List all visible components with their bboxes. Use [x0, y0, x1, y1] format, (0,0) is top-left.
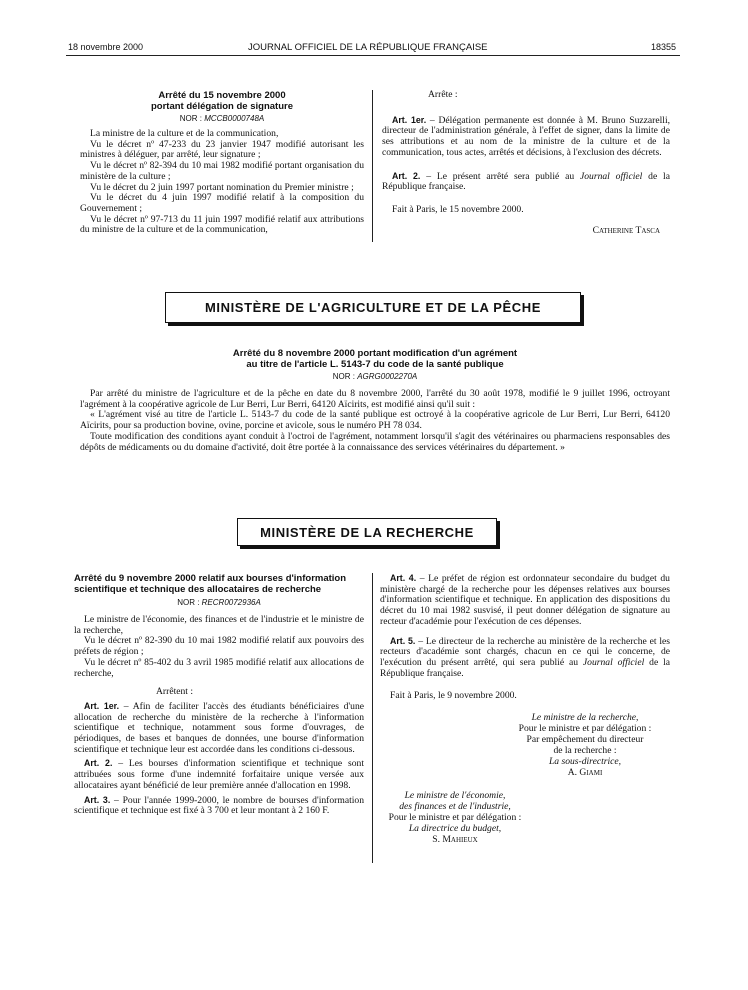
paragraph: Vu le décret du 2 juin 1997 portant nomination du Premier ministre ;	[90, 181, 354, 193]
signature-line: de la recherche :	[553, 745, 617, 757]
arrete1-visas	[80, 129, 364, 236]
paragraph: Par arrêté du ministre de l'agriculture et de la pêche en date du 8 novembre 2000, l'arrêté du 30 août 1978, modifié le 9 juillet 1996, octroyant l'agrément à la coopérative agricole de Lur Berri, Lur Berri, 64120 Aïcirits, est modifié ainsi qu'il suit :	[80, 388, 670, 410]
arretent-word: Arrêtent :	[156, 686, 194, 698]
article-text: – Délégation permanente est donnée à M. Bruno Suzzarelli, directeur de l'administration générale, à l'effet de signer, dans la limite de ses attributions et au nom de la ministre de la culture et de la communication, tous actes, arrêtés et décisions, à l'exclusion des décrets.	[382, 114, 671, 158]
nor-label: NOR :	[332, 372, 355, 381]
article-label: Art. 3.	[84, 794, 111, 805]
nor-label: NOR :	[179, 114, 202, 123]
signature-name: S. Mahieux	[432, 834, 478, 846]
article-text: – Le préfet de région est ordonnateur secondaire du budget du ministère chargé de la recherche pour les dépenses relatives aux bourses d'information scientifique et technique. En application des dispositions du décret du 10 mai 1982 susvisé, il peut donner délégation de signature au recteur d'académie pour l'exécution de ces dépenses.	[380, 573, 670, 627]
arrete1-title-line2: portant délégation de signature	[151, 101, 293, 112]
column-divider	[372, 90, 373, 242]
article-text: de la République française.	[380, 656, 670, 679]
signature-name: Catherine Tasca	[592, 224, 660, 236]
ministry-heading: MINISTÈRE DE L'AGRICULTURE ET DE LA PÊCHE	[165, 292, 581, 323]
article-label: Art. 1er.	[84, 700, 120, 711]
signature-line: La directrice du budget,	[408, 823, 502, 835]
arrete1-left	[80, 90, 364, 236]
nor-code: RECR0072936A	[201, 598, 261, 607]
arrete1-nor	[80, 114, 364, 123]
signature-block-recherche	[500, 712, 670, 778]
paragraph: Vu le décret nº 47-233 du 23 janvier 1947 modifié autorisant les ministres à déléguer, par arrêté, leur signature ;	[80, 138, 364, 161]
arrete3-visas	[74, 615, 364, 679]
paragraph: Vu le décret nº 82-394 du 10 mai 1982 modifié portant organisation du ministère de la culture ;	[80, 160, 364, 182]
article-label: Art. 2.	[84, 758, 113, 769]
signature-line: Par empêchement du directeur	[526, 734, 644, 746]
arrete3-nor	[74, 598, 364, 607]
ministry-heading: MINISTÈRE DE LA RECHERCHE	[237, 518, 497, 546]
journal-ref: Journal officiel	[580, 170, 643, 182]
article-5	[380, 636, 670, 680]
arrete3-title: Arrêté du 9 novembre 2000 relatif aux bourses d'information scientifique et technique des allocataires de recherche	[74, 573, 347, 595]
signature-line: La sous-directrice,	[548, 756, 622, 768]
article-label: Art. 5.	[390, 635, 416, 646]
article-text: – Les bourses d'information scientifique et technique sont attribuées sous forme d'une indemnité forfaitaire unique versée aux allocataires ayant bénéficié de leur première année d'allocation en 1998.	[74, 758, 364, 791]
paragraph: La ministre de la culture et de la communication,	[90, 128, 279, 139]
article-text: – Afin de faciliter l'accès des étudiants bénéficiaires d'une allocation de recherche du ministère de la recherche à l'information scientifique et technique, notamment sous forme d'ouvrages, de périodiques, de bases et banques de données, une bourse d'information scientifique et technique leur est accordée dans les conditions ci-dessous.	[74, 700, 365, 755]
article-1	[382, 115, 670, 159]
arrete1-title	[80, 90, 364, 112]
journal-ref: Journal officiel	[582, 656, 645, 668]
signature-line: Le ministre de la recherche,	[531, 712, 639, 724]
article-3	[74, 795, 364, 817]
article-1	[74, 701, 364, 756]
article-label: Art. 4.	[390, 573, 417, 583]
arrete2-body	[80, 389, 670, 453]
paragraph: Vu le décret nº 82-390 du 10 mai 1982 modifié relatif aux pouvoirs des préfets de région ;	[74, 635, 364, 658]
signature-line: Pour le ministre et par délégation :	[388, 812, 522, 824]
paragraph: « L'agrément visé au titre de l'article L. 5143-7 du code de la santé publique est octroyé à la coopérative agricole de Lur Berri, Lur Berri, 64120 Aïcirits, pour sa production bovine, ovine, porcine et avicole, sous le numéro PH 78 034.	[80, 409, 670, 432]
paragraph: Vu le décret du 4 juin 1997 modifié relatif à la composition du Gouvernement ;	[80, 192, 364, 214]
article-label: Art. 1er.	[392, 114, 427, 125]
article-text: – Le présent arrêté sera publié au	[426, 170, 575, 182]
paragraph: Toute modification des conditions ayant conduit à l'octroi de l'agrément, notamment lorsqu'il s'agit des vétérinaires ou pharmaciens responsables des dépôts de médicaments ou du domaine d'activité, doit être portée à la connaissance des services vétérinaires du département. »	[80, 430, 670, 453]
article-text: – Le directeur de la recherche au ministère de la recherche et les recteurs d'académie sont chargés, chacun en ce qui le concerne, de l'exécution du présent arrêté, qui sera publié au	[380, 635, 670, 668]
signature-line: Le ministre de l'économie,	[404, 790, 506, 802]
done-at: Fait à Paris, le 9 novembre 2000.	[390, 690, 517, 702]
paragraph: Le ministre de l'économie, des finances et de l'industrie et le ministre de la recherche,	[74, 614, 364, 636]
paragraph: Vu le décret nº 85-402 du 3 avril 1985 modifié relatif aux allocations de recherche,	[74, 656, 364, 679]
arrete2	[80, 348, 670, 453]
done-at: Fait à Paris, le 15 novembre 2000.	[392, 203, 524, 215]
signature-line: Pour le ministre et par délégation :	[518, 723, 652, 735]
arrete-word: Arrête :	[428, 89, 458, 100]
arrete3-right	[380, 573, 670, 845]
header-date: 18 novembre 2000	[68, 42, 144, 52]
nor-label: NOR :	[177, 598, 200, 607]
signature-name: A. Giami	[567, 767, 603, 779]
article-label: Art. 2.	[392, 170, 421, 181]
article-2	[382, 171, 670, 193]
article-text: – Pour l'année 1999-2000, le nombre de bourses d'information scientifique et technique est fixé à 3 700 et leur montant à 2 160 F.	[74, 794, 364, 817]
nor-code: MCCB0000748A	[204, 114, 265, 123]
arrete2-title	[80, 348, 670, 370]
nor-code: AGRG0002270A	[357, 372, 418, 381]
signature-block-economie	[370, 790, 540, 845]
article-2	[74, 758, 364, 791]
arrete2-title-line2: au titre de l'article L. 5143-7 du code de la santé publique	[246, 359, 504, 370]
arrete3-left	[74, 573, 364, 817]
signature-line: des finances et de l'industrie,	[399, 801, 511, 813]
arrete2-nor	[80, 372, 670, 381]
article-4	[380, 573, 670, 628]
header-rule	[66, 55, 680, 56]
article-text: de la République française.	[382, 170, 670, 193]
arrete2-title-line1: Arrêté du 8 novembre 2000 portant modification d'un agrément	[232, 348, 518, 359]
paragraph: Vu le décret nº 97-713 du 11 juin 1997 modifié relatif aux attributions du ministre de la culture et de la communication,	[80, 213, 364, 236]
page-number: 18355	[651, 42, 677, 52]
arrete1-title-line1: Arrêté du 15 novembre 2000	[158, 90, 286, 101]
journal-title: JOURNAL OFFICIEL DE LA RÉPUBLIQUE FRANÇAISE	[248, 42, 488, 53]
arrete1-right	[382, 90, 670, 236]
